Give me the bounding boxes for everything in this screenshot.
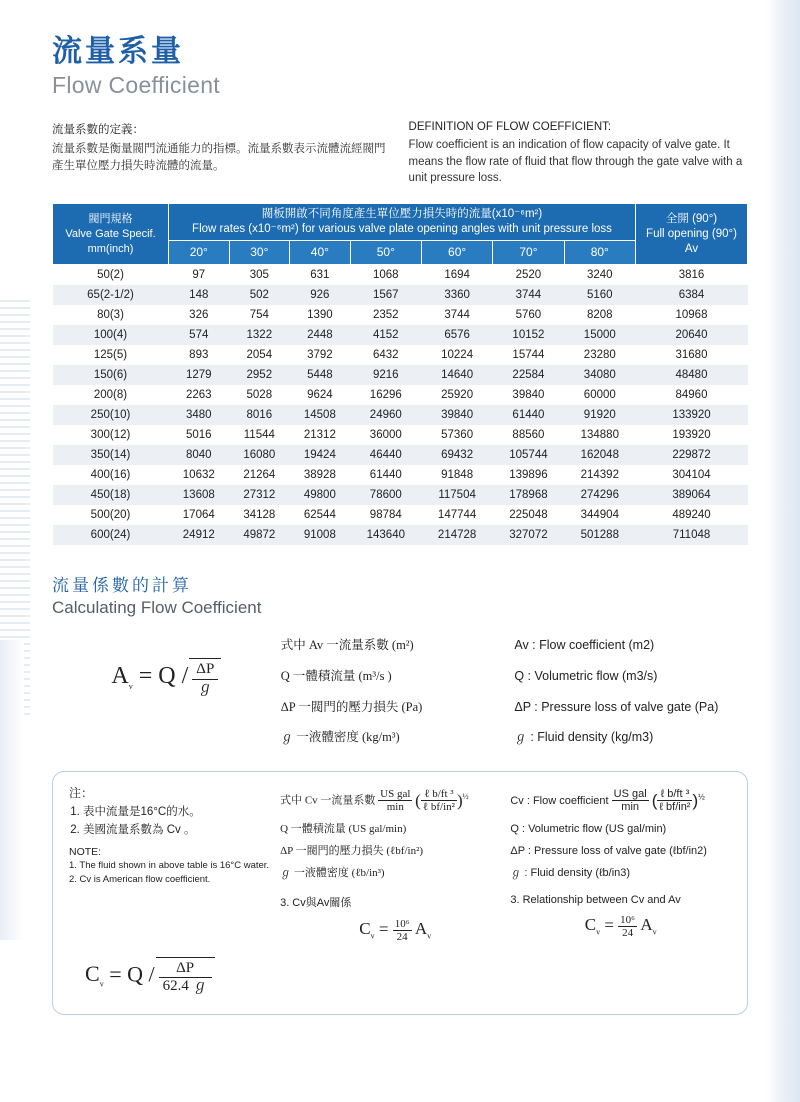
header-angle-40: 40°	[290, 240, 351, 265]
flow-coefficient-table	[52, 203, 748, 545]
note-mid-column	[280, 784, 510, 943]
cell-flow-rate: 3744	[515, 289, 542, 302]
table-row	[53, 505, 748, 525]
cell-full-opening: 20640	[675, 329, 708, 342]
cell-valve-spec: 125(5)	[93, 349, 128, 362]
cell-flow-rate: 3792	[307, 349, 333, 362]
rel-en-eq: =	[604, 915, 614, 935]
cell-flow-rate: 34080	[583, 369, 616, 382]
note-relationship-formula-en	[510, 914, 731, 939]
note-cv-unit-ratio-en-den: ℓ bf/in²	[659, 801, 691, 814]
rel-en-lhs-sub: v	[596, 927, 601, 937]
cell-flow-rate: 49872	[243, 529, 276, 542]
cell-flow-rate: 5016	[185, 429, 212, 442]
table-row	[53, 265, 748, 286]
cell-flow-rate: 61440	[369, 469, 402, 482]
note-cv-unit-ratio	[421, 788, 457, 813]
definitions-en-list	[514, 630, 748, 753]
cell-flow-rate: 3480	[185, 409, 212, 422]
cell-full-opening: 711048	[672, 529, 711, 542]
cell-flow-rate: 3744	[444, 309, 470, 322]
av-formula-lhs: $A_v$	[111, 663, 133, 692]
cell-flow-rate: 10152	[512, 329, 545, 342]
table-header-row-1	[53, 204, 748, 241]
cell-flow-rate: 1390	[307, 309, 333, 322]
definitions-cn-list	[281, 630, 515, 753]
definition-section	[52, 121, 748, 187]
cell-flow-rate: 5160	[586, 289, 613, 302]
rel-cn-lhs-sub: v	[370, 931, 375, 941]
cell-valve-spec: 250(10)	[90, 409, 131, 422]
cell-flow-rate: 105744	[509, 449, 548, 462]
cell-valve-spec: 50(2)	[97, 269, 124, 282]
note-cv-def-en-2: Q : Volumetric flow (US gal/min)	[510, 822, 667, 835]
note-item-cn-2: 2. 美國流量系數為 Cv 。	[83, 821, 280, 839]
rel-cn-eq: =	[378, 919, 389, 939]
header-angle-60: 60°	[421, 240, 492, 265]
cell-flow-rate: 305	[249, 269, 269, 282]
note-cv-unit-gal-den: min	[386, 801, 404, 814]
cell-flow-rate: 2448	[307, 329, 333, 342]
cell-flow-rate: 34128	[243, 509, 276, 522]
cell-flow-rate: 10224	[441, 349, 474, 362]
note-cv-unit-paren-close: )	[456, 790, 463, 810]
header-valve-spec-en: Valve Gate Specif.	[65, 227, 156, 240]
rel-en-num: 10⁶	[620, 913, 636, 926]
cell-flow-rate: 27312	[243, 489, 276, 502]
cell-flow-rate: 3240	[586, 269, 613, 282]
cell-flow-rate: 38928	[303, 469, 336, 482]
note-cv-unit-gal-en	[612, 788, 649, 813]
table-row	[53, 365, 748, 385]
cell-flow-rate: 97	[192, 269, 206, 282]
note-list-cn	[69, 803, 280, 840]
note-columns	[69, 784, 731, 943]
cell-flow-rate: 91920	[583, 409, 616, 422]
cell-flow-rate: 49800	[303, 489, 336, 502]
av-formula-fraction	[192, 661, 218, 697]
cell-valve-spec: 350(14)	[90, 449, 131, 462]
cell-flow-rate: 1694	[444, 269, 470, 282]
av-formula-radical	[189, 658, 221, 697]
cell-flow-rate: 134880	[580, 429, 619, 442]
cell-flow-rate: 69432	[441, 449, 474, 462]
cell-flow-rate: 2352	[373, 309, 399, 322]
cell-flow-rate: 39840	[512, 389, 545, 402]
note-cv-def-cn-4: ℊ 一液體密度 (ℓb/in³)	[280, 866, 385, 879]
cell-flow-rate: 2263	[185, 389, 212, 402]
cell-full-opening: 229872	[672, 449, 711, 462]
note-cv-def-cn-1	[280, 784, 510, 818]
cv-formula-lhs: $C_v$	[85, 961, 104, 989]
cell-flow-rate: 91008	[303, 529, 336, 542]
rel-en-fraction	[618, 914, 637, 939]
definition-en-item-dp: ΔP : Pressure loss of valve gate (Pa)	[514, 699, 719, 714]
header-flow-rates	[169, 204, 636, 241]
cell-full-opening: 31680	[675, 349, 708, 362]
definition-cn-item-rho: ℊ 一液體密度 (kg/m³)	[280, 730, 400, 745]
cell-flow-rate: 326	[189, 309, 209, 322]
cell-flow-rate: 2054	[246, 349, 273, 362]
cell-flow-rate: 214392	[580, 469, 619, 482]
note-cv-unit-ratio-en-num: ℓ b/ft ³	[657, 788, 692, 801]
cell-flow-rate: 88560	[512, 429, 545, 442]
cell-flow-rate: 21312	[303, 429, 336, 442]
cv-formula-denominator: 62.4 ℊ	[162, 978, 208, 995]
note-cv-unit-gal	[378, 788, 412, 813]
cell-flow-rate: 117504	[438, 489, 476, 502]
cell-flow-rate: 60000	[583, 389, 616, 402]
cv-formula-fraction	[159, 960, 212, 996]
cell-flow-rate: 162048	[580, 449, 619, 462]
cell-flow-rate: 24912	[182, 529, 215, 542]
cell-valve-spec: 150(6)	[93, 369, 128, 382]
table-row	[53, 485, 748, 505]
cell-flow-rate: 631	[310, 269, 330, 282]
cell-flow-rate: 23280	[583, 349, 616, 362]
cell-flow-rate: 501288	[580, 529, 619, 542]
definition-cn-heading: 流量系數的定義：	[52, 124, 144, 136]
cell-flow-rate: 893	[189, 349, 209, 362]
av-formula-slash: /	[181, 663, 189, 690]
note-right-column	[510, 784, 731, 943]
calculating-title-cn: 流量係數的計算	[52, 576, 192, 596]
table-row	[53, 325, 748, 345]
note-cv-unit-gal-en-num: US gal	[613, 788, 647, 801]
av-formula-eq: =	[138, 663, 153, 690]
note-cv-def-cn-3: ΔP 一閥門的壓力損失 (ℓbf/in²)	[280, 844, 424, 857]
header-flow-rates-en: Flow rates (x10⁻⁶m²) for various valve plate opening angles with unit pressure loss	[192, 222, 612, 235]
cell-flow-rate: 11544	[243, 429, 275, 442]
cell-flow-rate: 2520	[515, 269, 542, 282]
cell-flow-rate: 10632	[182, 469, 215, 482]
note-heading-en: NOTE:	[69, 845, 102, 858]
note-cv-def-en-1	[510, 784, 731, 818]
cell-flow-rate: 24960	[369, 409, 402, 422]
cell-flow-rate: 1567	[373, 289, 399, 302]
cell-flow-rate: 15000	[583, 329, 616, 342]
cell-valve-spec: 100(4)	[93, 329, 128, 342]
rel-cn-fraction	[393, 918, 412, 943]
rel-cn-num: 10⁶	[394, 917, 410, 930]
cell-flow-rate: 14508	[303, 409, 336, 422]
note-cv-def-en-1-text: Cv : Flow coefficient	[510, 794, 609, 807]
cell-flow-rate: 98784	[369, 509, 402, 522]
table-row	[53, 425, 748, 445]
cell-flow-rate: 61440	[512, 409, 545, 422]
cell-flow-rate: 25920	[441, 389, 474, 402]
header-angle-20: 20°	[169, 240, 230, 265]
cell-flow-rate: 926	[310, 289, 330, 302]
note-relationship-en: 3. Relationship between Cv and Av	[510, 893, 681, 906]
note-cv-unit-paren-open-en: (	[651, 790, 658, 810]
note-relationship-formula-cn	[280, 918, 510, 943]
cell-flow-rate: 327072	[509, 529, 548, 542]
cell-full-opening: 193920	[672, 429, 711, 442]
cell-flow-rate: 1068	[373, 269, 399, 282]
note-cv-unit-ratio-num: ℓ b/ft ³	[421, 788, 457, 801]
cell-valve-spec: 300(12)	[90, 429, 131, 442]
cv-formula-eq: =	[109, 961, 122, 987]
cell-flow-rate: 9216	[373, 369, 399, 382]
rel-cn-lhs: $C_v$	[359, 919, 375, 941]
cell-valve-spec: 400(16)	[90, 469, 131, 482]
av-formula-denominator: ℊ	[197, 679, 213, 696]
rel-en-den: 24	[622, 927, 634, 940]
table-row	[53, 445, 748, 465]
cell-flow-rate: 274296	[580, 489, 619, 502]
rel-cn-den: 24	[396, 931, 408, 944]
header-full-opening-en: Full opening (90°)	[646, 227, 737, 240]
calculating-title-en: Calculating Flow Coefficient	[52, 598, 262, 618]
header-full-opening	[636, 204, 748, 265]
cell-flow-rate: 17064	[182, 509, 215, 522]
rel-cn-rhs-sub: v	[427, 931, 432, 941]
header-flow-rates-cn: 閥板開啟不同角度產生單位壓力損失時的流量(x10⁻⁶m²)	[261, 208, 543, 221]
note-cv-def-en-3: ΔP : Pressure loss of valve gate (ℓbf/in2)	[510, 844, 707, 857]
header-angle-50: 50°	[350, 240, 421, 265]
cv-formula-lhs-sub: v	[99, 979, 104, 989]
note-cv-unit-paren-close-en: )	[692, 790, 699, 810]
cell-flow-rate: 78600	[369, 489, 402, 502]
cell-flow-rate: 1322	[246, 329, 273, 342]
note-cv-unit-paren-open: (	[415, 790, 421, 810]
cell-flow-rate: 148	[189, 289, 209, 302]
cv-formula-numerator: ΔP	[159, 960, 212, 978]
cell-full-opening: 489240	[672, 509, 711, 522]
cell-flow-rate: 344904	[580, 509, 619, 522]
cell-valve-spec: 600(24)	[90, 529, 131, 542]
rel-en-rhs: $A_v$	[640, 915, 657, 937]
cell-flow-rate: 36000	[369, 429, 402, 442]
cell-flow-rate: 91848	[441, 469, 474, 482]
cell-flow-rate: 9624	[307, 389, 333, 402]
cell-flow-rate: 225048	[509, 509, 548, 522]
cv-formula	[69, 957, 731, 996]
note-cv-unit-exponent: ½	[462, 791, 469, 801]
av-formula-numerator: ΔP	[192, 661, 218, 679]
cell-valve-spec: 65(2-1/2)	[87, 289, 134, 302]
cell-flow-rate: 8016	[246, 409, 273, 422]
note-cv-unit-ratio-en	[657, 788, 692, 813]
cell-flow-rate: 5448	[307, 369, 333, 382]
definition-en-column	[409, 121, 748, 187]
table-row	[53, 465, 748, 485]
cv-formula-radical	[156, 957, 215, 996]
table-row	[53, 385, 748, 405]
cell-flow-rate: 16080	[243, 449, 276, 462]
header-angle-80: 80°	[564, 240, 635, 265]
cell-flow-rate: 5760	[515, 309, 542, 322]
cell-flow-rate: 1279	[185, 369, 212, 382]
note-cv-unit-gal-num: US gal	[380, 788, 411, 801]
note-box	[52, 771, 748, 1015]
cell-valve-spec: 450(18)	[90, 489, 131, 502]
cell-flow-rate: 13608	[182, 489, 215, 502]
table-row	[53, 285, 748, 305]
note-cv-def-en-4: ℊ : Fluid density (ℓb/in3)	[510, 866, 631, 879]
cell-full-opening: 10968	[675, 309, 708, 322]
cell-flow-rate: 502	[249, 289, 269, 302]
cell-flow-rate: 14640	[441, 369, 474, 382]
cell-flow-rate: 46440	[369, 449, 402, 462]
table-head	[53, 204, 748, 265]
note-relationship-cn: 3. Cv與Av關係	[280, 896, 352, 909]
note-item-en-2: 2. Cv is American flow coefficient.	[69, 874, 211, 886]
definition-cn-item-dp: ΔP 一閥門的壓力損失 (Pa)	[280, 699, 423, 714]
header-valve-spec-cn: 閥門規格	[88, 212, 133, 225]
cell-flow-rate: 39840	[441, 409, 474, 422]
cv-formula-slash: /	[148, 961, 155, 987]
note-cv-def-cn-2: Q 一體積流量 (US gal/min)	[280, 822, 407, 835]
cell-flow-rate: 62544	[303, 509, 336, 522]
cell-flow-rate: 57360	[441, 429, 474, 442]
table-row	[53, 525, 748, 545]
header-angle-70: 70°	[493, 240, 564, 265]
cv-formula-q: Q	[127, 961, 143, 987]
cell-full-opening: 3816	[678, 269, 705, 282]
rel-en-rhs-sub: v	[652, 927, 657, 937]
definition-en-item-av: Av : Flow coefficient (m2)	[514, 638, 655, 653]
rel-en-lhs: $C_v$	[584, 915, 601, 937]
cell-full-opening: 48480	[675, 369, 708, 382]
definition-en-heading: DEFINITION OF FLOW COEFFICIENT:	[408, 121, 612, 133]
cell-flow-rate: 16296	[369, 389, 402, 402]
note-cv-def-cn-1-text: 式中 Cv 一流量系數	[280, 794, 376, 807]
cell-flow-rate: 4152	[373, 329, 399, 342]
cell-valve-spec: 500(20)	[90, 509, 131, 522]
definition-cn-item-q: Q 一體積流量 (m³/s )	[280, 669, 392, 684]
definition-cn-body: 流量系數是衡量閥門流通能力的指標。流量系數表示流體流經閥門產生單位壓力損失時流體的流量。	[52, 143, 386, 172]
formula-section	[52, 630, 748, 753]
av-formula-q: Q	[158, 663, 176, 690]
page-title-en: Flow Coefficient	[52, 72, 221, 98]
cell-flow-rate: 21264	[243, 469, 276, 482]
cell-flow-rate: 6432	[373, 349, 399, 362]
cell-flow-rate: 22584	[512, 369, 545, 382]
definition-cn-column	[52, 121, 387, 187]
cell-flow-rate: 178968	[509, 489, 548, 502]
cell-flow-rate: 139896	[509, 469, 548, 482]
note-item-cn-1: 1. 表中流量是16°C的水。	[83, 803, 280, 821]
note-cv-unit-exponent-en: ½	[698, 792, 705, 802]
note-left-column	[69, 784, 280, 943]
header-full-opening-symbol: Av	[684, 242, 699, 255]
cell-flow-rate: 8208	[586, 309, 613, 322]
cell-flow-rate: 15744	[512, 349, 545, 362]
table-row	[53, 345, 748, 365]
cell-flow-rate: 8040	[185, 449, 212, 462]
header-valve-spec	[53, 204, 169, 265]
cell-flow-rate: 2952	[246, 369, 273, 382]
cell-flow-rate: 19424	[303, 449, 336, 462]
av-formula	[52, 630, 281, 697]
header-full-opening-cn: 全開 (90°)	[665, 212, 718, 225]
cell-full-opening: 133920	[672, 409, 711, 422]
table-row	[53, 305, 748, 325]
header-angle-30: 30°	[229, 240, 290, 265]
cell-full-opening: 84960	[675, 389, 708, 402]
cell-flow-rate: 5028	[246, 389, 273, 402]
definition-en-item-q: Q : Volumetric flow (m3/s)	[514, 669, 658, 684]
cell-full-opening: 304104	[672, 469, 711, 482]
cell-flow-rate: 143640	[366, 529, 405, 542]
cell-flow-rate: 3360	[444, 289, 470, 302]
note-cv-unit-ratio-den: ℓ bf/in²	[422, 801, 455, 814]
cell-full-opening: 6384	[678, 289, 705, 302]
cell-flow-rate: 574	[189, 329, 209, 342]
table-body	[53, 265, 748, 546]
page-title-cn: 流量系量	[52, 35, 184, 68]
av-formula-lhs-sub: v	[128, 682, 133, 692]
cell-full-opening: 389064	[672, 489, 711, 502]
note-item-en-1: 1. The fluid shown in above table is 16°C water.	[69, 859, 270, 871]
definition-en-item-rho: ℊ : Fluid density (kg/m3)	[514, 730, 654, 745]
cell-valve-spec: 200(8)	[93, 389, 128, 402]
note-cv-unit-gal-en-den: min	[621, 801, 640, 814]
cell-flow-rate: 214728	[437, 529, 477, 542]
cell-flow-rate: 147744	[437, 509, 477, 522]
cell-flow-rate: 754	[249, 309, 269, 322]
note-heading-cn: 注：	[69, 785, 94, 800]
cell-flow-rate: 6576	[444, 329, 470, 342]
definition-en-body: Flow coefficient is an indication of flow capacity of valve gate. It means the flow rate of fluid that flow through the gate valve with a unit pressure loss.	[408, 139, 743, 185]
table-row	[53, 405, 748, 425]
cell-valve-spec: 80(3)	[97, 309, 124, 322]
rel-cn-rhs: $A_v$	[414, 919, 432, 941]
definition-cn-item-av: 式中 Av 一流量系數 (m²)	[280, 638, 414, 653]
header-valve-spec-unit: mm(inch)	[87, 242, 134, 255]
